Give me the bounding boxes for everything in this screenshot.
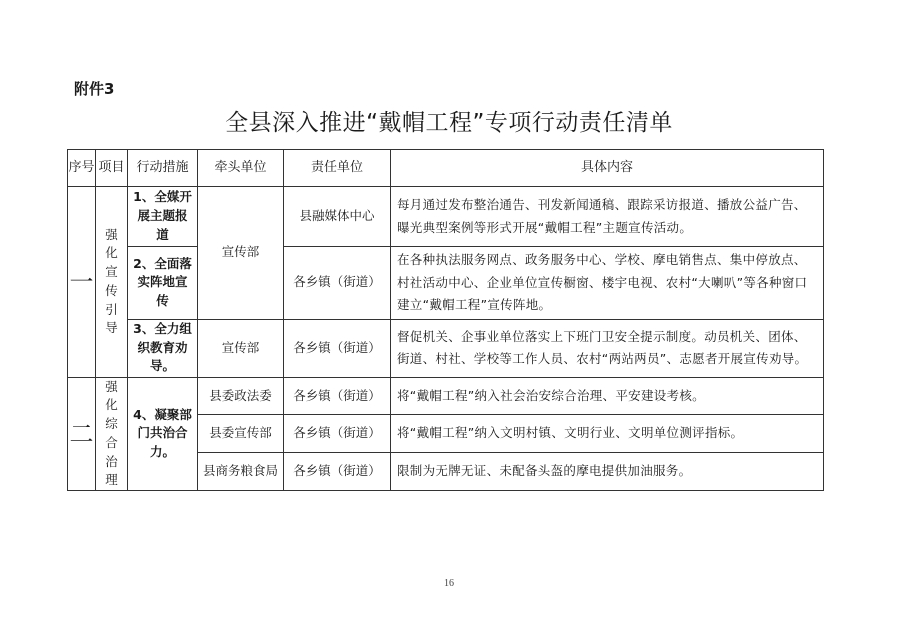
content-cell: 督促机关、企事业单位落实上下班门卫安全提示制度。动员机关、团体、街道、村社、学校等工作人员、农村“两站两员”、志愿者开展宣传劝导。 xyxy=(391,319,824,377)
lead-cell: 宣传部 xyxy=(198,319,284,377)
group-seq: 一 xyxy=(68,187,96,378)
page-number: 16 xyxy=(444,578,454,589)
resp-cell: 县融媒体中心 xyxy=(284,187,391,247)
page-title: 全县深入推进“戴帽工程”专项行动责任清单 xyxy=(225,110,673,136)
content-cell: 将“戴帽工程”纳入社会治安综合治理、平安建设考核。 xyxy=(391,377,824,415)
lead-cell: 宣传部 xyxy=(198,187,284,320)
table-row xyxy=(68,247,824,320)
header-item: 项目 xyxy=(96,150,128,187)
resp-cell: 各乡镇（街道） xyxy=(284,377,391,415)
header-lead: 牵头单位 xyxy=(198,150,284,187)
table-row xyxy=(68,377,824,415)
content-cell: 每月通过发布整治通告、刊发新闻通稿、跟踪采访报道、播放公益广告、曝光典型案例等形式开展“戴帽工程”主题宣传活动。 xyxy=(391,187,824,247)
lead-cell: 县委宣传部 xyxy=(198,415,284,453)
measure-cell: 4、凝聚部门共治合力。 xyxy=(128,377,198,491)
attachment-label: 附件3 xyxy=(74,80,115,98)
lead-cell: 县商务粮食局 xyxy=(198,453,284,491)
header-content: 具体内容 xyxy=(391,150,824,187)
table-row xyxy=(68,319,824,377)
measure-cell: 1、全媒开展主题报道 xyxy=(128,187,198,247)
header-measure: 行动措施 xyxy=(128,150,198,187)
resp-cell: 各乡镇（街道） xyxy=(284,453,391,491)
table-row xyxy=(68,187,824,247)
responsibility-table xyxy=(67,149,824,491)
group-item: 强化综合治理 xyxy=(96,377,128,491)
header-resp: 责任单位 xyxy=(284,150,391,187)
resp-cell: 各乡镇（街道） xyxy=(284,415,391,453)
measure-cell: 2、全面落实阵地宣传 xyxy=(128,247,198,320)
content-cell: 限制为无牌无证、未配备头盔的摩电提供加油服务。 xyxy=(391,453,824,491)
resp-cell: 各乡镇（街道） xyxy=(284,247,391,320)
group-item: 强化宣传引导 xyxy=(96,187,128,378)
header-seq: 序号 xyxy=(68,150,96,187)
lead-cell: 县委政法委 xyxy=(198,377,284,415)
content-cell: 将“戴帽工程”纳入文明村镇、文明行业、文明单位测评指标。 xyxy=(391,415,824,453)
resp-cell: 各乡镇（街道） xyxy=(284,319,391,377)
measure-cell: 3、全力组织教育劝导。 xyxy=(128,319,198,377)
group-seq: 二 xyxy=(68,377,96,491)
content-cell: 在各种执法服务网点、政务服务中心、学校、摩电销售点、集中停放点、村社活动中心、企业单位宣传橱窗、楼宇电视、农村“大喇叭”等各种窗口建立“戴帽工程”宣传阵地。 xyxy=(391,247,824,320)
table-header-row xyxy=(68,150,824,187)
